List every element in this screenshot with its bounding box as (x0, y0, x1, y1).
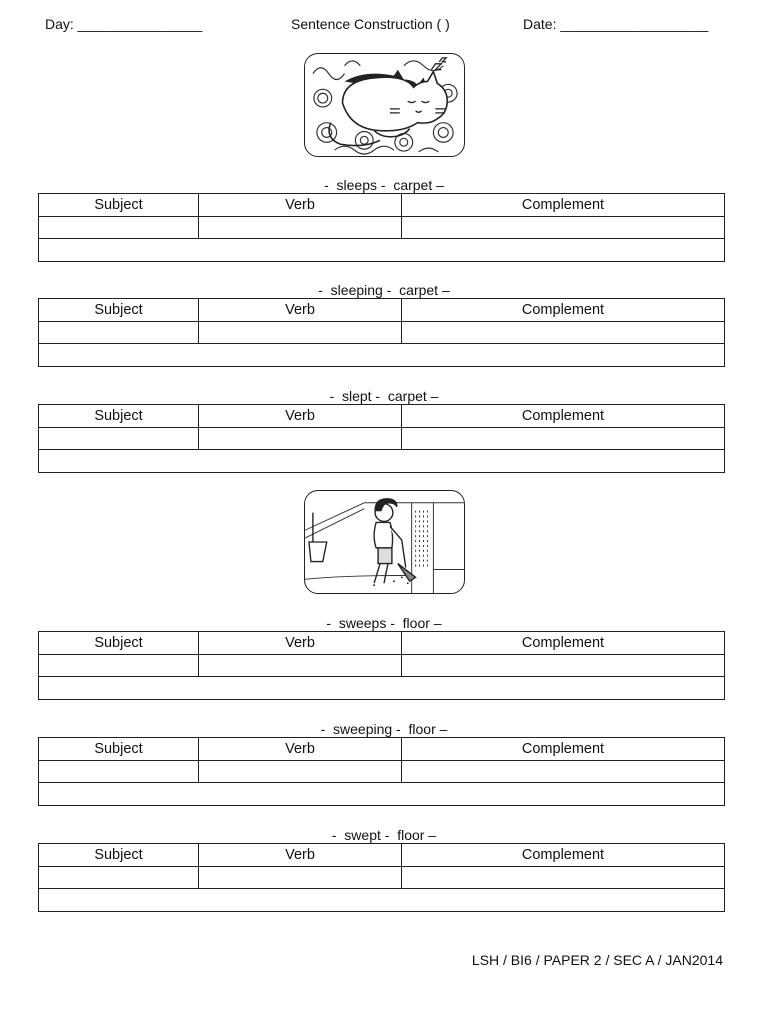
sentence-row (39, 677, 725, 700)
sentence-table (38, 737, 725, 806)
full-sentence-cell[interactable] (39, 450, 725, 473)
verb-header: Verb (199, 194, 402, 217)
cat-drawing (305, 54, 464, 156)
table-header-row (39, 738, 725, 761)
table-header-row (39, 405, 725, 428)
verb-cell[interactable] (199, 216, 402, 239)
subject-cell[interactable] (39, 654, 199, 677)
answer-row (39, 216, 725, 239)
exercise-prompt: - sleeps - carpet – (324, 177, 444, 193)
exercise-prompt: - sweeps - floor – (326, 615, 442, 631)
answer-row (39, 654, 725, 677)
exercise-prompt: - slept - carpet – (329, 388, 439, 404)
complement-header: Complement (402, 299, 725, 322)
exercise-prompt: - sweeping - floor – (320, 721, 448, 737)
verb-header: Verb (199, 632, 402, 655)
verb-cell[interactable] (199, 654, 402, 677)
worksheet-header (0, 16, 768, 38)
sentence-row (39, 239, 725, 262)
sentence-table (38, 843, 725, 912)
subject-cell[interactable] (39, 321, 199, 344)
full-sentence-cell[interactable] (39, 239, 725, 262)
answer-row (39, 321, 725, 344)
complement-header: Complement (402, 844, 725, 867)
complement-header: Complement (402, 194, 725, 217)
table-header-row (39, 299, 725, 322)
full-sentence-cell[interactable] (39, 783, 725, 806)
verb-header: Verb (199, 738, 402, 761)
table-header-row (39, 844, 725, 867)
footer-code: LSH / BI6 / PAPER 2 / SEC A / JAN2014 (471, 952, 723, 968)
complement-cell[interactable] (402, 866, 725, 889)
sentence-table (38, 193, 725, 262)
sentence-row (39, 783, 725, 806)
subject-header: Subject (39, 738, 199, 761)
complement-header: Complement (402, 405, 725, 428)
verb-cell[interactable] (199, 427, 402, 450)
complement-cell[interactable] (402, 654, 725, 677)
sentence-table (38, 631, 725, 700)
subject-cell[interactable] (39, 760, 199, 783)
exercise-prompt: - sleeping - carpet – (318, 282, 450, 298)
worksheet-title: Sentence Construction ( ) (291, 16, 450, 32)
full-sentence-cell[interactable] (39, 344, 725, 367)
subject-cell[interactable] (39, 216, 199, 239)
subject-header: Subject (39, 405, 199, 428)
sentence-row (39, 344, 725, 367)
subject-header: Subject (39, 299, 199, 322)
date-field[interactable]: Date: ___________________ (523, 16, 709, 32)
sentence-row (39, 450, 725, 473)
answer-row (39, 427, 725, 450)
verb-header: Verb (199, 844, 402, 867)
complement-header: Complement (402, 632, 725, 655)
day-field[interactable]: Day: ________________ (45, 16, 203, 32)
verb-cell[interactable] (199, 760, 402, 783)
exercise-prompt: - swept - floor – (331, 827, 437, 843)
verb-cell[interactable] (199, 866, 402, 889)
subject-header: Subject (39, 632, 199, 655)
sentence-table (38, 298, 725, 367)
table-header-row (39, 194, 725, 217)
verb-cell[interactable] (199, 321, 402, 344)
complement-cell[interactable] (402, 216, 725, 239)
verb-header: Verb (199, 405, 402, 428)
complement-header: Complement (402, 738, 725, 761)
verb-header: Verb (199, 299, 402, 322)
sweeping-girl-illustration (304, 490, 465, 594)
table-header-row (39, 632, 725, 655)
subject-header: Subject (39, 844, 199, 867)
complement-cell[interactable] (402, 321, 725, 344)
sleeping-cat-illustration (304, 53, 465, 157)
full-sentence-cell[interactable] (39, 677, 725, 700)
subject-cell[interactable] (39, 866, 199, 889)
sentence-row (39, 889, 725, 912)
subject-cell[interactable] (39, 427, 199, 450)
complement-cell[interactable] (402, 427, 725, 450)
complement-cell[interactable] (402, 760, 725, 783)
sentence-table (38, 404, 725, 473)
answer-row (39, 760, 725, 783)
girl-drawing (305, 491, 464, 593)
answer-row (39, 866, 725, 889)
full-sentence-cell[interactable] (39, 889, 725, 912)
subject-header: Subject (39, 194, 199, 217)
